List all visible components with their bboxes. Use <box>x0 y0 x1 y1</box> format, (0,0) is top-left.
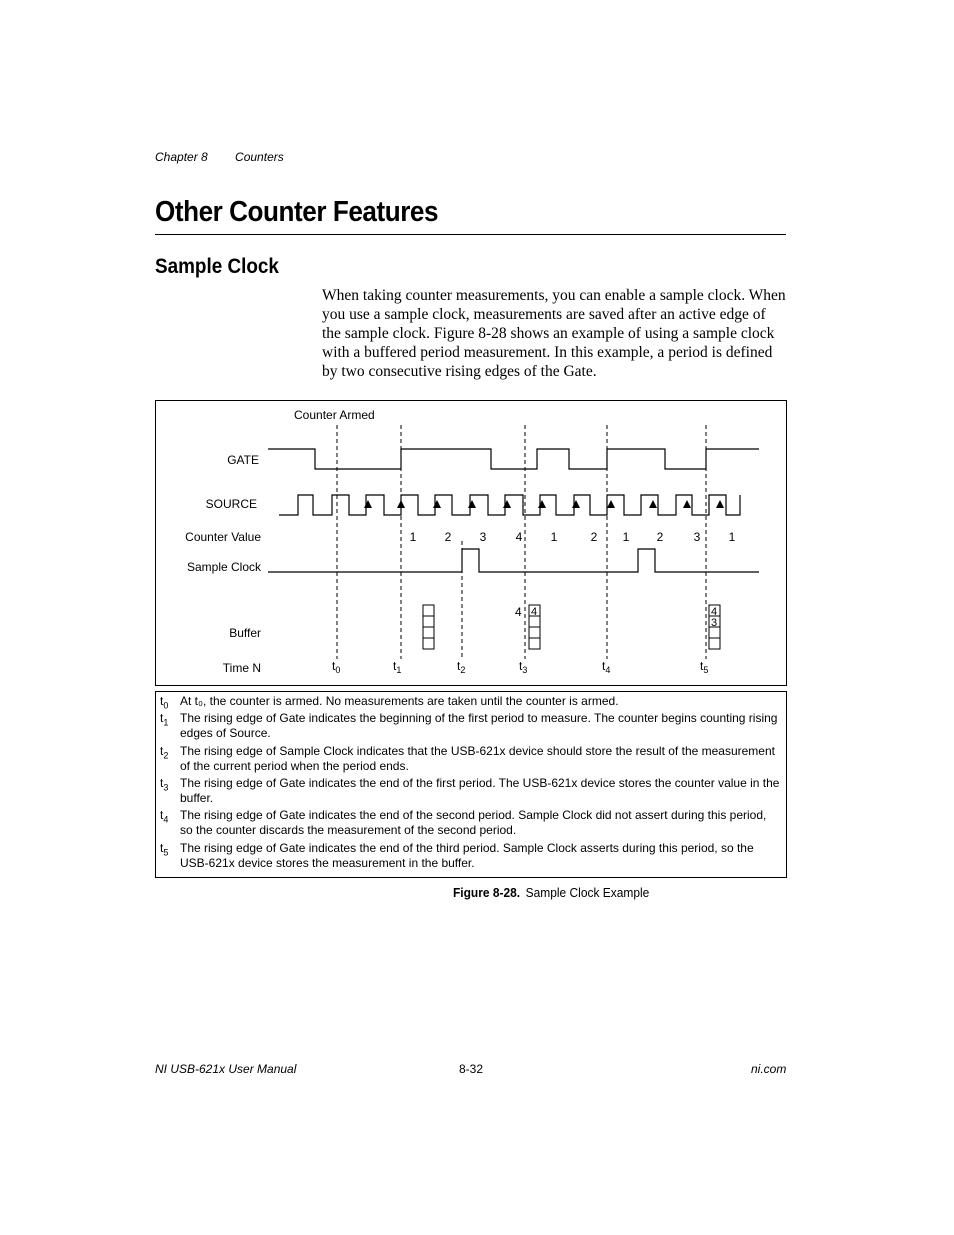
counter-value-2: 2 <box>444 530 452 544</box>
sample-clock-waveform <box>268 549 759 572</box>
chapter-label: Chapter 8 <box>155 150 208 164</box>
counter-values <box>410 530 736 544</box>
legend-text-t4: The rising edge of Gate indicates the end of the second period. Sample Clock did not assert during this period, so the counter discards the measurement of the second period. <box>180 808 767 837</box>
buffer-t1 <box>423 605 434 649</box>
time-n-label: Time N <box>222 661 261 675</box>
legend-text-t1: The rising edge of Gate indicates the beginning of the first period to measure. The counter begins counting rising edges of Source. <box>180 711 778 740</box>
counter-value-8: 2 <box>656 530 664 544</box>
counter-value-9: 3 <box>693 530 701 544</box>
buffer-t3-cell-1: 4 <box>531 606 538 618</box>
time-t1: $t_1$ <box>393 659 402 675</box>
legend-key-t4: $t_4$ <box>160 808 169 825</box>
timing-diagram <box>155 400 787 686</box>
running-header <box>155 150 308 164</box>
body-paragraph: When taking counter measurements, you can enable a sample clock. When you use a sample clock, measurements are saved after an active edge of the sample clock. Figure 8-28 shows an example of using a sample clock with a buffered period measurement. In this example, a period is defined by two consecutive rising edges of the Gate. <box>322 287 786 380</box>
counter-value-3: 3 <box>479 530 487 544</box>
time-t3: $t_3$ <box>519 659 528 675</box>
legend-key-t0: $t_0$ <box>160 694 169 711</box>
figure-caption <box>453 885 649 900</box>
counter-value-6: 2 <box>590 530 598 544</box>
time-t0: $t_0$ <box>332 659 341 675</box>
legend-key-t2: $t_2$ <box>160 744 169 761</box>
legend-text-t2: The rising edge of Sample Clock indicates that the USB-621x device should store the result of the measurement of the current period when the period ends. <box>180 744 775 773</box>
time-markers <box>332 659 708 675</box>
time-t2: $t_2$ <box>457 659 466 675</box>
title-rule <box>155 234 786 235</box>
counter-value-7: 1 <box>622 530 630 544</box>
figure-number: Figure 8-28. <box>453 885 521 900</box>
time-t5: $t_5$ <box>700 659 709 675</box>
gate-label: GATE <box>227 453 259 467</box>
legend-text-t3: The rising edge of Gate indicates the end of the first period. The USB-621x device stores the counter value in the buffer. <box>180 776 780 805</box>
buffer-t3-pointer-label: 4 <box>515 605 522 619</box>
footer-page-number: 8-32 <box>459 1062 484 1076</box>
buffer-t5-cell-1: 4 <box>711 606 718 618</box>
legend-key-t1: $t_1$ <box>160 711 169 728</box>
counter-armed-label: Counter Armed <box>294 408 375 422</box>
legend-key-t3: $t_3$ <box>160 776 169 793</box>
source-label: SOURCE <box>205 497 257 511</box>
counter-value-4: 4 <box>515 530 523 544</box>
figure-legend <box>155 691 787 878</box>
buffer-label: Buffer <box>229 626 261 640</box>
legend-text-t5: The rising edge of Gate indicates the end of the third period. Sample Clock asserts during this period, so the USB-621x device stores the measurement in the buffer. <box>180 841 754 870</box>
counter-value-label: Counter Value <box>185 530 261 544</box>
footer-manual-title: NI USB-621x User Manual <box>155 1062 297 1076</box>
buffer-t5-cell-2: 3 <box>711 617 718 629</box>
time-t4: $t_4$ <box>602 659 611 675</box>
counter-value-5: 1 <box>550 530 558 544</box>
sample-clock-label: Sample Clock <box>186 560 261 574</box>
figure-title: Sample Clock Example <box>525 885 650 900</box>
section-label: Counters <box>235 150 284 164</box>
gate-waveform <box>268 449 759 469</box>
footer-website: ni.com <box>751 1062 787 1076</box>
page-title: Other Counter Features <box>155 196 439 228</box>
section-heading: Sample Clock <box>155 255 279 278</box>
counter-value-10: 1 <box>728 530 736 544</box>
legend-key-t5: $t_5$ <box>160 841 169 858</box>
legend-text-t0: At t₀, the counter is armed. No measurements are taken until the counter is armed. <box>180 694 619 708</box>
counter-value-1: 1 <box>409 530 417 544</box>
